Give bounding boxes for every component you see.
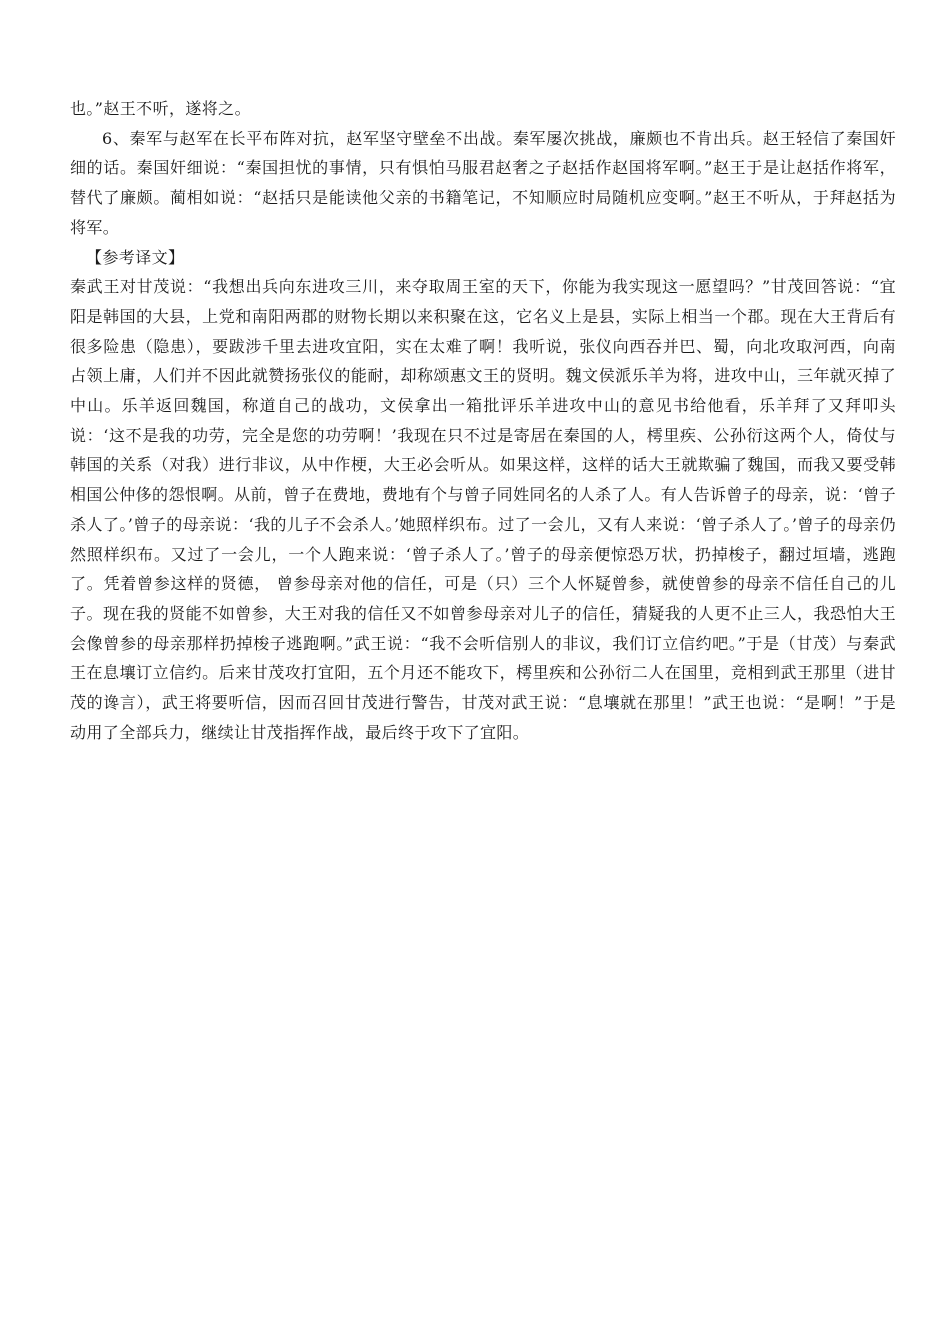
document-page bbox=[70, 94, 896, 747]
reference-translation-heading: 【参考译文】 bbox=[86, 247, 185, 267]
paragraph-continuation: 也。”赵王不听，遂将之。 bbox=[70, 99, 251, 118]
paragraph-translation: 秦武王对甘茂说：“我想出兵向东进攻三川，来夺取周王室的天下，你能为我实现这一愿望吗？”甘茂回答说：“宜阳是韩国的大县，上党和南阳两郡的财物长期以来积聚在这，它名义上是县，实际上相当一个郡。现在大王背后有很多险患（隐患），要跋涉千里去进攻宜阳，实在太难了啊！我听说，张仪向西吞并巴、蜀，向北攻取河西，向南占领上庸，人们并不因此就赞扬张仪的能耐，却称颂惠文王的贤明。魏文侯派乐羊为将，进攻中山，三年就灭掉了中山。乐羊返回魏国，称道自己的战功，文侯拿出一箱批评乐羊进攻中山的意见书给他看，乐羊拜了又拜叩头说：‘这不是我的功劳，完全是您的功劳啊！’我现在只不过是寄居在秦国的人，樗里疾、公孙衍这两个人，倚仗与韩国的关系（对我）进行非议，从中作梗，大王必会听从。如果这样，这样的话大王就欺骗了魏国，而我又要受韩相国公仲侈的怨恨啊。从前，曾子在费地，费地有个与曾子同姓同名的人杀了人。有人告诉曾子的母亲，说：‘曾子杀人了。’曾子的母亲说：‘我的儿子不会杀人。’她照样织布。过了一会儿，又有人来说：‘曾子杀人了。’曾子的母亲仍然照样织布。又过了一会儿，一个人跑来说：‘曾子杀人了。’曾子的母亲便惊恐万状，扔掉梭子，翻过垣墙，逃跑了。凭着曾参这样的贤德， 曾参母亲对他的信任，可是（只）三个人怀疑曾参，就使曾参的母亲不信任自己的儿子。现在我的贤能不如曾参，大王对我的信任又不如曾参母亲对儿子的信任，猜疑我的人更不止三人，我恐怕大王会像曾参的母亲那样扔掉梭子逃跑啊。”武王说：“我不会听信别人的非议，我们订立信约吧。”于是（甘茂）与秦武王在息壤订立信约。后来甘茂攻打宜阳，五个月还不能攻下，樗里疾和公孙衍二人在国里，竞相到武王那里（进甘茂的谗言），武王将要听信，因而召回甘茂进行警告，甘茂对武王说：“息壤就在那里！”武王也说：“是啊！”于是动用了全部兵力，继续让甘茂指挥作战，最后终于攻下了宜阳。 bbox=[70, 277, 896, 742]
paragraph-item-6: 6、秦军与赵军在长平布阵对抗，赵军坚守壁垒不出战。秦军屡次挑战，廉颇也不肯出兵。赵王轻信了秦国奸细的话。秦国奸细说：“秦国担忧的事情，只有惧怕马服君赵奢之子赵括作赵国将军啊。”赵王于是让赵括作将军，替代了廉颇。蔺相如说：“赵括只是能读他父亲的书籍笔记，不知顺应时局随机应变啊。”赵王不听从，于拜赵括为将军。 bbox=[70, 128, 896, 237]
